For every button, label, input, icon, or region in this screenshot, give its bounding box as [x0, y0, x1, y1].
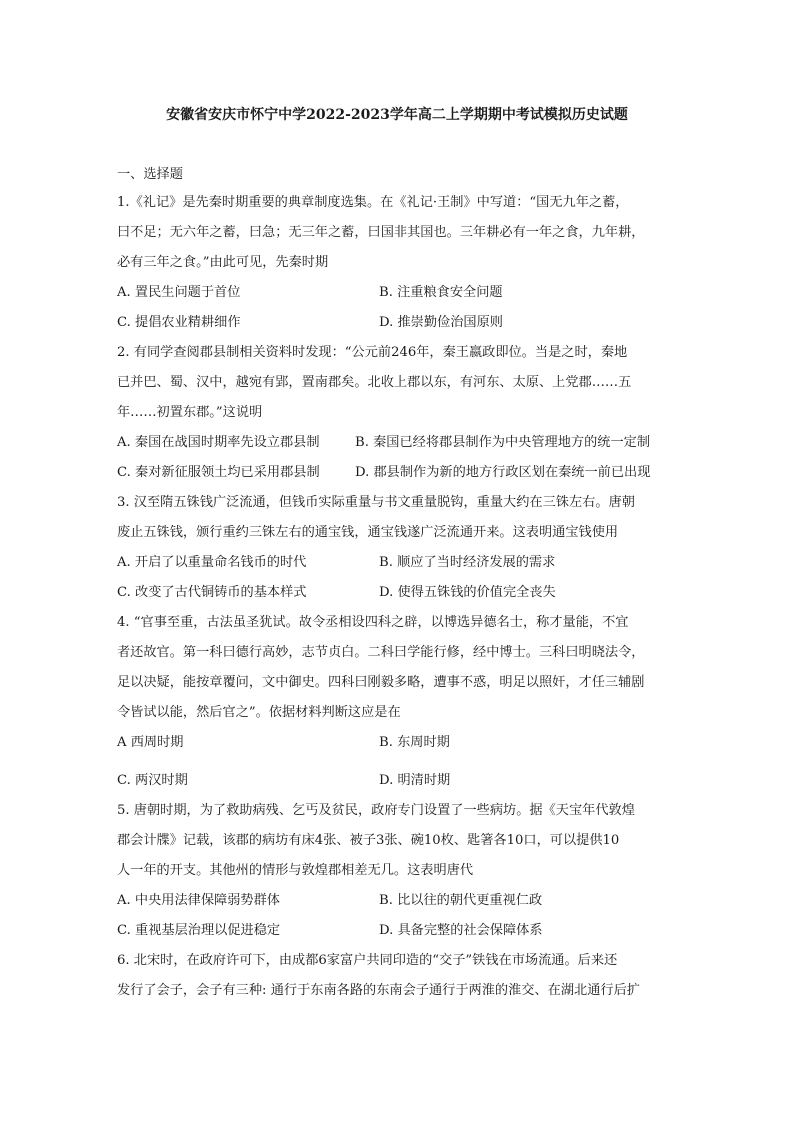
- question-text-line: 足以决疑，能按章覆问，文中御史。四科曰刚毅多略，遭事不惑，明足以照奸，才任三辅剧: [117, 675, 645, 690]
- question-text-line: 5. 唐朝时期，为了救助病残、乞丐及贫民，政府专门设置了一些病坊。据《天宝年代敦煌: [117, 803, 635, 818]
- option-row: [117, 582, 677, 612]
- question-list: [117, 164, 677, 1010]
- question-5: [117, 800, 677, 950]
- option-row: [117, 890, 677, 920]
- question-text-line: 发行了会子，会子有三种: 通行于东南各路的东南会子通行于两淮的淮交、在湖北通行后扩: [117, 983, 640, 998]
- page-title: 安徽省安庆市怀宁中学2022-2023学年高二上学期期中考试模拟历史试题: [166, 107, 628, 123]
- question-text-line: 2. 有同学查阅郡县制相关资料时发现：“公元前246年，秦王嬴政即位。当是之时，秦地: [117, 345, 628, 360]
- question-4: [117, 612, 677, 800]
- option-b: B. 顺应了当时经济发展的需求: [379, 555, 556, 570]
- option-a: A. 中央用法律保障弱势群体: [117, 893, 280, 908]
- option-c: C. 秦对新征服领土均已采用郡县制: [117, 465, 320, 480]
- option-row: [117, 920, 677, 950]
- option-row: [117, 552, 677, 582]
- option-b: B. 比以往的朝代更重视仁政: [379, 893, 543, 908]
- section-heading: 一、选择题: [117, 167, 183, 182]
- option-a: A. 置民生问题于首位: [117, 285, 241, 300]
- option-b: B. 注重粮食安全问题: [379, 285, 503, 300]
- question-text-line: 必有三年之食。”由此可见，先秦时期: [117, 255, 329, 270]
- question-2: [117, 342, 677, 492]
- question-text-line: 曰不足；无六年之蓄，曰急；无三年之蓄，曰国非其国也。三年耕必有一年之食，九年耕，: [117, 225, 645, 240]
- question-text-line: 者还故官。第一科曰德行高妙，志节贞白。二科曰学能行修，经中博士。三科曰明晓法令，: [117, 645, 645, 660]
- option-row: [117, 732, 677, 770]
- question-text-line: 年……初置东郡。”这说明: [117, 405, 263, 420]
- question-text-line: 3. 汉至隋五铢钱广泛流通，但钱币实际重量与书文重量脱钩，重量大约在三铢左右。唐朝: [117, 495, 635, 510]
- option-d: D. 明清时期: [379, 773, 451, 788]
- question-6: [117, 950, 677, 1010]
- option-row: [117, 432, 677, 462]
- question-text-line: 已并巴、蜀、汉中，越宛有郢，置南郡矣。北收上郡以东，有河东、太原、上党郡……五: [117, 375, 632, 390]
- option-row: [117, 770, 677, 800]
- question-text-line: 1.《礼记》是先秦时期重要的典章制度选集。在《礼记·王制》中写道：“国无九年之蓄，: [117, 195, 629, 210]
- option-c: C. 改变了古代铜铸币的基本样式: [117, 585, 307, 600]
- option-a: A. 开启了以重量命名钱币的时代: [117, 555, 307, 570]
- question-1: [117, 192, 677, 342]
- question-text-line: 郡会计牒》记载，该郡的病坊有床4张、被子3张、碗10枚、匙箸各10口，可以提供10: [117, 833, 620, 848]
- option-d: D. 推崇勤俭治国原则: [379, 315, 503, 330]
- option-d: D. 郡县制作为新的地方行政区划在秦统一前已出现: [355, 465, 651, 480]
- option-row: [117, 312, 677, 342]
- option-b: B. 东周时期: [379, 735, 450, 750]
- question-text-line: 人一年的开支。其他州的情形与敦煌郡相差无几。这表明唐代: [117, 863, 474, 878]
- option-c: C. 两汉时期: [117, 773, 188, 788]
- question-text-line: 令皆试以能，然后官之”。依据材料判断这应是在: [117, 705, 401, 720]
- option-c: C. 重视基层治理以促进稳定: [117, 923, 281, 938]
- option-d: D. 具备完整的社会保障体系: [379, 923, 543, 938]
- option-c: C. 提倡农业精耕细作: [117, 315, 241, 330]
- question-text-line: 废止五铢钱，颁行重约三铢左右的通宝钱，通宝钱遂广泛流通开来。这表明通宝钱使用: [117, 525, 619, 540]
- option-row: [117, 462, 677, 492]
- option-row: [117, 282, 677, 312]
- option-d: D. 使得五铢钱的价值完全丧失: [379, 585, 556, 600]
- option-a: A 西周时期: [117, 735, 184, 750]
- question-3: [117, 492, 677, 612]
- question-text-line: 4. “官事至重，古法虽圣犹试。故令丞相设四科之辟，以博选异德名士，称才量能，不宜: [117, 615, 629, 630]
- option-a: A. 秦国在战国时期率先设立郡县制: [117, 435, 320, 450]
- option-b: B. 秦国已经将郡县制作为中央管理地方的统一定制: [355, 435, 651, 450]
- question-text-line: 6. 北宋时，在政府许可下，由成都6家富户共同印造的“交子”铁钱在市场流通。后来还: [117, 953, 618, 968]
